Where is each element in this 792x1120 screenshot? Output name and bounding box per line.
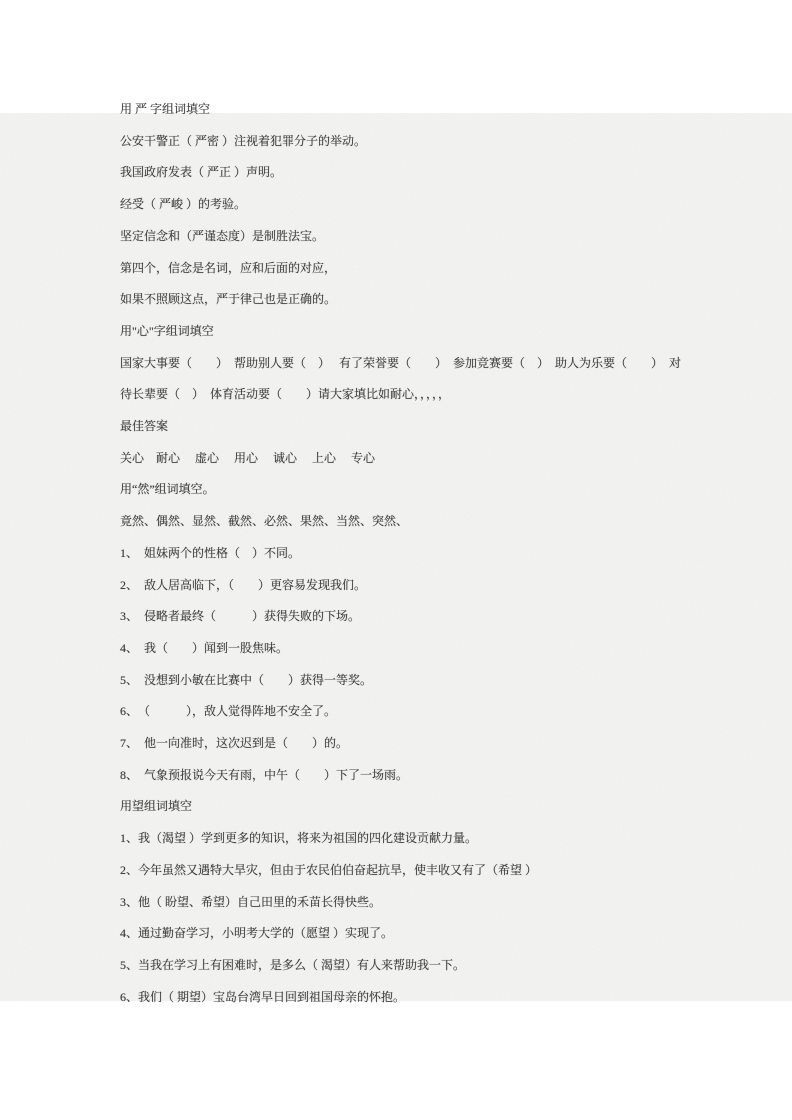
text-line: 第四个，信念是名词，应和后面的对应， <box>120 260 337 275</box>
text-line: 3、他（ 盼望、希望）自己田里的禾苗长得快些。 <box>120 894 382 909</box>
text-line: 2、今年虽然又遇特大旱灾，但由于农民伯伯奋起抗旱，使丰收又有了（希望 ） <box>120 862 538 877</box>
text-line: 待长辈要（ ） 体育活动要（ ）请大家填比如耐心，，，，， <box>120 387 451 402</box>
text-line: 5、 没想到小敏在比赛中（ ）获得一等奖。 <box>120 672 373 687</box>
text-line: 国家大事要（ ） 帮助别人要（ ） 有了荣誉要（ ） 参加竞赛要（ ） 助人为乐要（ ） 对 <box>120 355 682 370</box>
text-line: 如果不照顾这点，严于律己也是正确的。 <box>120 292 337 307</box>
text-line: 4、 我（ ）闻到一股焦味。 <box>120 640 289 655</box>
text-line: 我国政府发表（ 严正 ）声明。 <box>120 165 283 180</box>
worksheet-text <box>120 94 780 1013</box>
section-heading: 用 严 字组词填空 <box>120 102 211 116</box>
section-yan <box>120 94 780 316</box>
text-line: 7、 他一向准时，这次迟到是（ ）的。 <box>120 736 349 751</box>
text-line: 4、通过勤奋学习，小明考大学的（愿望 ）实现了。 <box>120 926 394 941</box>
text-line: 3、 侵略者最终（ ）获得失败的下场。 <box>120 609 361 624</box>
text-line: 坚定信念和（严谨态度）是制胜法宝。 <box>120 228 325 243</box>
section-heading: 用“然”组词填空。 <box>120 482 215 497</box>
text-line: 关心 耐心 虚心 用心 诚心 上心 专心 <box>120 450 376 465</box>
text-line: 经受（ 严峻 ）的考验。 <box>120 197 247 212</box>
text-line: 2、 敌人居高临下，（ ）更容易发现我们。 <box>120 577 367 592</box>
text-line: 竟然、偶然、显然、截然、必然、果然、当然、突然、 <box>120 514 409 529</box>
section-wang <box>120 791 780 1013</box>
section-ran <box>120 474 780 791</box>
text-line: 6、 （ ），敌人觉得阵地不安全了。 <box>120 704 337 719</box>
section-heading: 用"心"字组词填空 <box>120 323 214 338</box>
section-xin <box>120 316 780 411</box>
text-line: 5、当我在学习上有困难时，是多么（ 渴望）有人来帮助我一下。 <box>120 957 466 972</box>
text-line: 公安干警正（ 严密 ）注视着犯罪分子的举动。 <box>120 133 367 148</box>
section-best-answer <box>120 411 780 474</box>
section-heading: 用望组词填空 <box>120 799 193 814</box>
text-line: 1、我（渴望 ）学到更多的知识，将来为祖国的四化建设贡献力量。 <box>120 831 478 846</box>
text-line: 8、 气象预报说今天有雨，中午（ ）下了一场雨。 <box>120 767 409 782</box>
text-line: 1、 姐妹两个的性格（ ）不同。 <box>120 545 301 560</box>
text-line: 6、我们（ 期望）宝岛台湾早日回到祖国母亲的怀抱。 <box>120 989 406 1004</box>
section-heading: 最佳答案 <box>120 419 169 434</box>
